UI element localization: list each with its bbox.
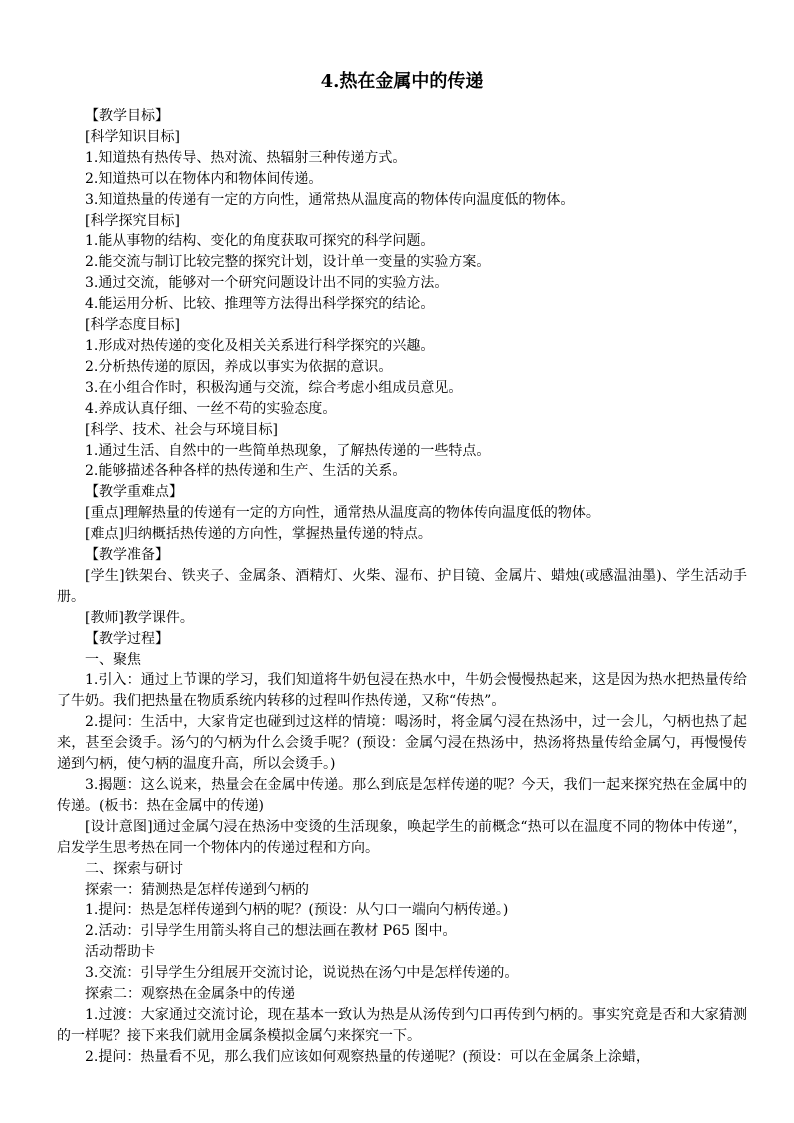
document-page <box>57 66 747 1068</box>
inquiry-item: 4.能运用分析、比较、推理等方法得出科学探究的结论。 <box>85 296 435 313</box>
explore1-paragraph: 3.交流：引导学生分组展开交流讨论，说说热在汤勺中是怎样传递的。 <box>85 965 519 982</box>
page-title: 4.热在金属中的传递 <box>320 71 484 92</box>
prep-students: [学生]铁架台、铁夹子、金属条、酒精灯、火柴、湿布、护目镜、金属片、蜡烛(或感温油墨)、学生活动手册。 <box>57 567 747 605</box>
knowledge-item: 2.知道热可以在物体内和物体间传递。 <box>85 170 323 187</box>
explore1-paragraph: 1.提问：热是怎样传递到勺柄的呢？(预设：从勺口一端向勺柄传递。) <box>85 902 509 919</box>
attitude-heading: [科学态度目标] <box>85 317 180 334</box>
inquiry-item: 3.通过交流，能够对一个研究问题设计出不同的实验方法。 <box>85 275 449 292</box>
explore2-heading: 探索二：观察热在金属条中的传递 <box>85 986 295 1003</box>
stse-heading: [科学、技术、社会与环境目标] <box>85 421 278 438</box>
knowledge-item: 1.知道热有热传导、热对流、热辐射三种传递方式。 <box>85 149 407 166</box>
knowledge-item: 3.知道热量的传递有一定的方向性，通常热从温度高的物体传向温度低的物体。 <box>85 191 575 208</box>
attitude-item: 2.分析热传递的原因，养成以事实为依据的意识。 <box>85 358 393 375</box>
objectives-heading: 【教学目标】 <box>85 108 169 124</box>
part1-heading: 一、聚焦 <box>85 651 141 668</box>
attitude-item: 3.在小组合作时，积极沟通与交流，综合考虑小组成员意见。 <box>85 379 463 396</box>
stse-item: 2.能够描述各种各样的热传递和生产、生活的关系。 <box>85 463 407 480</box>
activity-card-heading: 活动帮助卡 <box>85 944 155 961</box>
inquiry-heading: [科学探究目标] <box>85 212 180 229</box>
explore1-heading: 探索一：猜测热是怎样传递到勺柄的 <box>85 881 309 898</box>
attitude-item: 1.形成对热传递的变化及相关关系进行科学探究的兴趣。 <box>85 337 435 354</box>
explore2-paragraph: 2.提问：热量看不见，那么我们应该如何观察热量的传递呢？(预设：可以在金属条上涂蜡， <box>85 1048 650 1065</box>
part1-paragraph: 3.揭题：这么说来，热量会在金属中传递。那么到底是怎样传递的呢？今天，我们一起来探究热在金属中的传递。(板书：热在金属中的传递) <box>57 777 747 814</box>
keypoints-heading: 【教学重难点】 <box>85 484 183 501</box>
part1-paragraph: 2.提问：生活中，大家肯定也碰到过这样的情境：喝汤时，将金属勺浸在热汤中，过一会儿，勺柄也热了起来，甚至会烫手。汤勺的勺柄为什么会烫手呢？(预设：金属勺浸在热汤中，热汤将热量传给金属勺，再慢慢传递到勺柄，使勺柄的温度升高，所以会烫手。) <box>57 714 747 773</box>
explore1-paragraph: 2.活动：引导学生用箭头将自己的想法画在教材 P65 图中。 <box>85 923 457 940</box>
process-heading: 【教学过程】 <box>85 630 169 647</box>
part2-heading: 二、探索与研讨 <box>85 860 183 877</box>
knowledge-heading: [科学知识目标] <box>85 128 180 145</box>
design-intent: [设计意图]通过金属勺浸在热汤中变烫的生活现象，唤起学生的前概念“热可以在温度不同的物体中传递”，启发学生思考热在同一个物体内的传递过程和方向。 <box>57 818 747 856</box>
explore2-paragraph: 1.过渡：大家通过交流讨论，现在基本一致认为热是从汤传到勺口再传到勺柄的。事实究竟是否和大家猜测的一样呢？接下来我们就用金属条模拟金属勺来探究一下。 <box>57 1006 747 1044</box>
inquiry-item: 2.能交流与制订比较完整的探究计划，设计单一变量的实验方案。 <box>85 254 491 271</box>
keypoint: [重点]理解热量的传递有一定的方向性，通常热从温度高的物体传向温度低的物体。 <box>85 505 600 522</box>
prep-heading: 【教学准备】 <box>85 547 169 564</box>
prep-teacher: [教师]教学课件。 <box>85 609 194 626</box>
difficulty: [难点]归纳概括热传递的方向性，掌握热量传递的特点。 <box>85 526 432 543</box>
attitude-item: 4.养成认真仔细、一丝不苟的实验态度。 <box>85 400 337 417</box>
part1-paragraph: 1.引入：通过上节课的学习，我们知道将牛奶包浸在热水中，牛奶会慢慢热起来，这是因为热水把热量传给了牛奶。我们把热量在物质系统内转移的过程叫作热传递，又称“传热”。 <box>57 672 747 710</box>
inquiry-item: 1.能从事物的结构、变化的角度获取可探究的科学问题。 <box>85 233 435 250</box>
stse-item: 1.通过生活、自然中的一些简单热现象，了解热传递的一些特点。 <box>85 442 491 459</box>
